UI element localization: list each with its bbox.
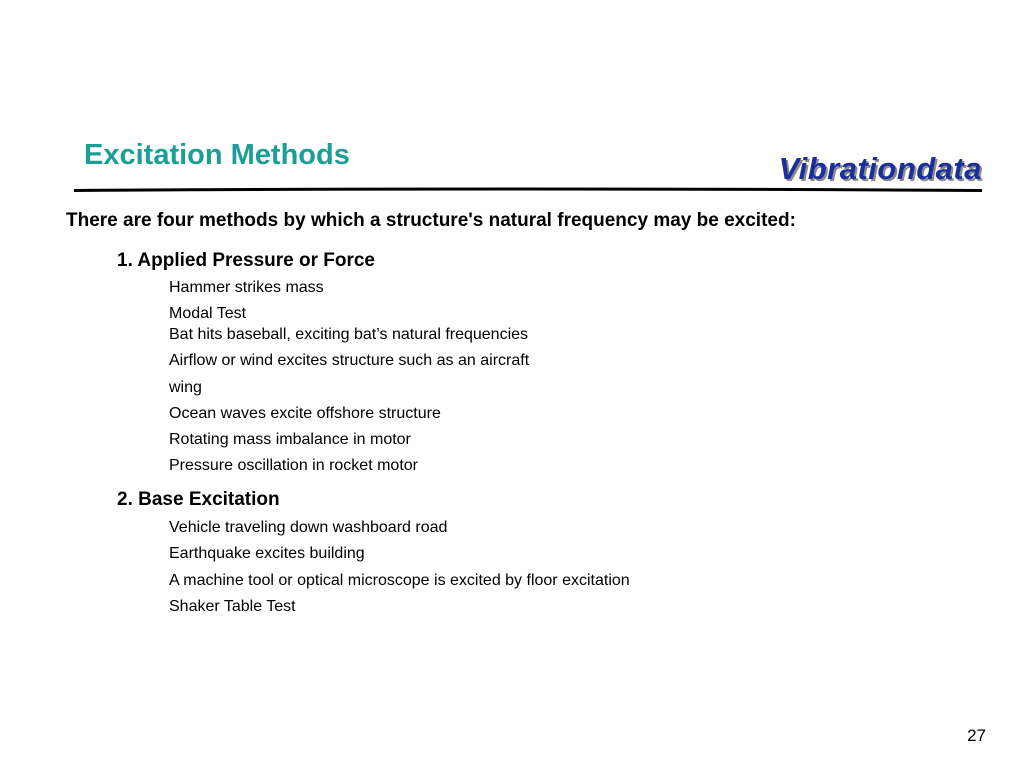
intro-text: There are four methods by which a structure's natural frequency may be excited: — [66, 210, 796, 231]
list-item: Airflow or wind excites structure such as an aircraft — [169, 352, 530, 369]
list-item: Shaker Table Test — [169, 598, 296, 615]
list-item: Modal Test — [169, 305, 247, 322]
list-item: Rotating mass imbalance in motor — [169, 431, 411, 448]
list-item: Vehicle traveling down washboard road — [169, 519, 448, 536]
brand-logo-text: Vibrationdata — [778, 151, 982, 186]
title-divider-line — [74, 189, 982, 191]
page-number: 27 — [967, 726, 986, 745]
list-item: Bat hits baseball, exciting bat’s natural frequencies — [169, 326, 529, 343]
list-item: Hammer strikes mass — [169, 279, 324, 296]
list-item: Pressure oscillation in rocket motor — [169, 457, 418, 474]
list-item: Ocean waves excite offshore structure — [169, 405, 441, 422]
list-item: wing — [169, 379, 202, 396]
title-divider — [74, 187, 982, 193]
list-item: A machine tool or optical microscope is excited by floor excitation — [169, 572, 630, 589]
section-heading-base-excitation: 2. Base Excitation — [117, 489, 280, 510]
section-heading-applied-force: 1. Applied Pressure or Force — [117, 250, 375, 271]
slide-title: Excitation Methods — [84, 139, 350, 171]
list-item: Earthquake excites building — [169, 545, 365, 562]
